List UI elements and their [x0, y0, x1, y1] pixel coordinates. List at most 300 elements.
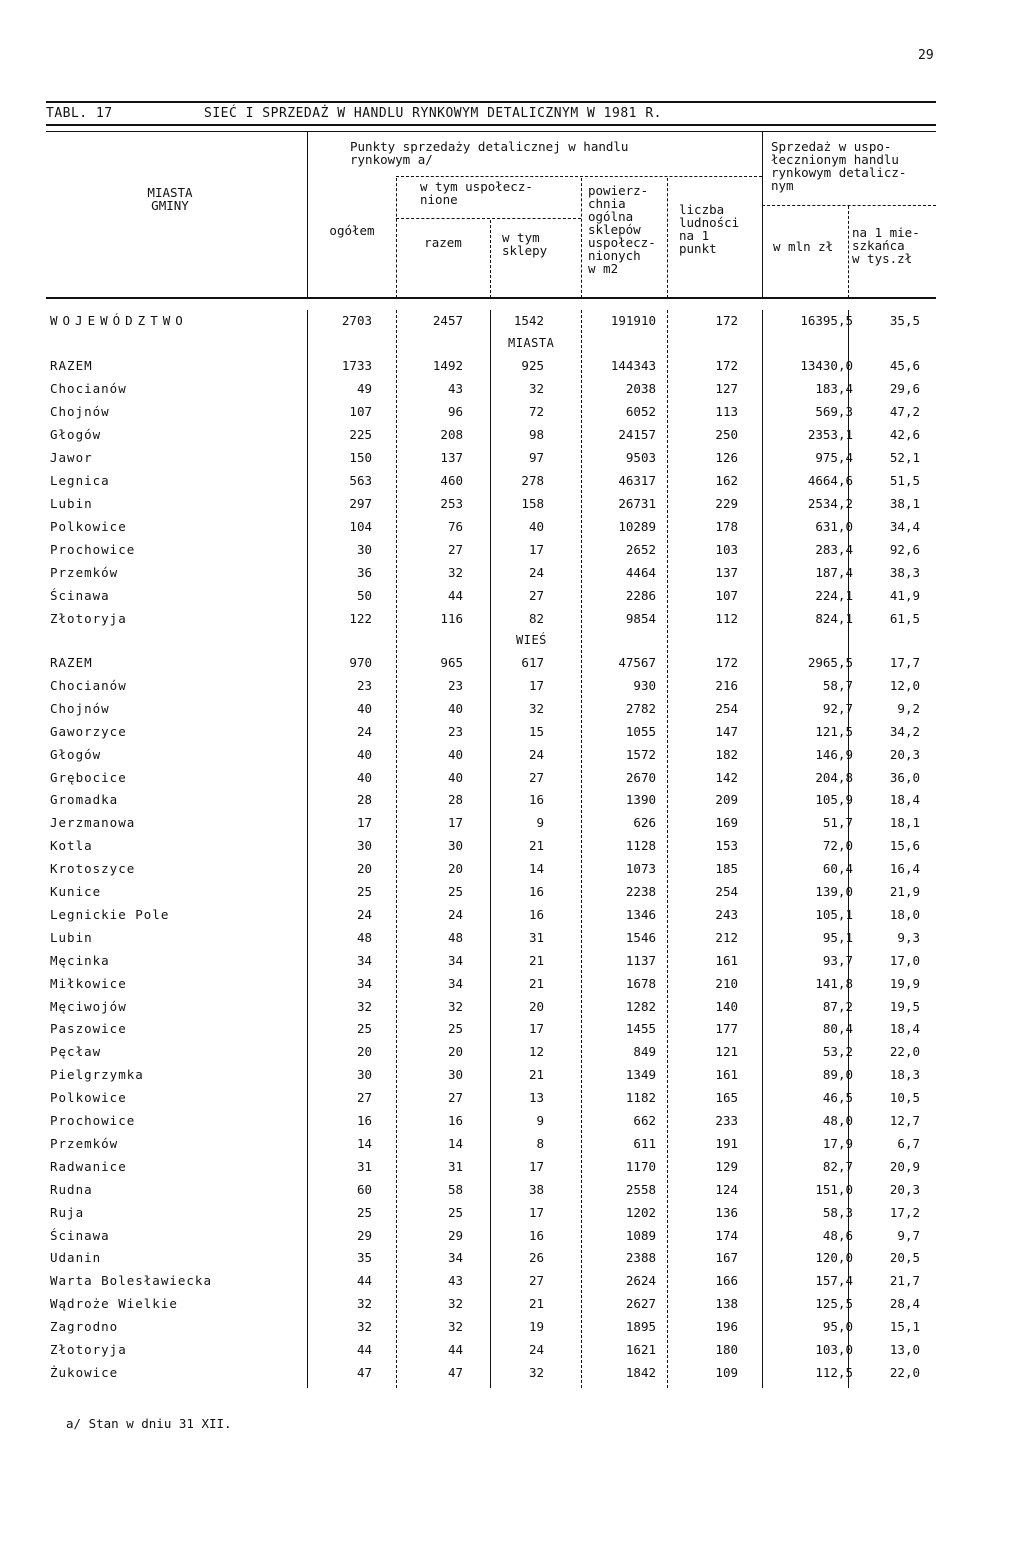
cell-total: 40 — [356, 769, 372, 785]
cell-total: 34 — [356, 975, 372, 991]
title-rule — [46, 124, 936, 126]
cell-population: 142 — [715, 769, 738, 785]
header-divider — [396, 178, 397, 298]
table-title — [46, 106, 662, 121]
row-name: RAZEM — [50, 358, 93, 373]
cell-per-capita: 22,0 — [889, 1044, 920, 1060]
row-name: Chocianów — [50, 677, 127, 693]
cell-population: 182 — [715, 746, 738, 762]
table-row — [0, 861, 1024, 883]
table-row — [0, 1021, 1024, 1043]
row-name: Lubin — [50, 496, 93, 511]
cell-sales: 16395,5 — [800, 313, 853, 328]
cell-sales: 121,5 — [815, 723, 853, 739]
cell-shops: 278 — [521, 473, 544, 488]
cell-area: 1073 — [625, 861, 656, 877]
cell-total: 25 — [356, 1204, 372, 1220]
cell-razem: 34 — [447, 952, 463, 968]
cell-area: 1055 — [625, 723, 656, 739]
cell-razem: 32 — [447, 1296, 463, 1312]
cell-population: 180 — [715, 1342, 738, 1357]
cell-sales: 631,0 — [815, 519, 853, 534]
cell-total: 1733 — [341, 358, 372, 373]
cell-sales: 112,5 — [815, 1364, 853, 1380]
cell-per-capita: 10,5 — [889, 1090, 920, 1106]
cell-shops: 31 — [528, 929, 544, 945]
cell-area: 1346 — [625, 906, 656, 922]
row-name: Chojnów — [50, 404, 110, 419]
cell-shops: 82 — [528, 611, 544, 626]
cell-razem: 47 — [447, 1364, 463, 1380]
header-divider — [396, 218, 581, 219]
cell-shops: 38 — [528, 1181, 544, 1197]
cell-area: 191910 — [610, 313, 656, 328]
cell-total: 49 — [356, 381, 372, 396]
cell-area: 1202 — [625, 1204, 656, 1220]
cell-population: 243 — [715, 906, 738, 922]
row-name: Prochowice — [50, 1113, 136, 1128]
cell-population: 185 — [715, 861, 738, 877]
table-row — [0, 1182, 1024, 1204]
cell-total: 150 — [349, 450, 372, 465]
cell-shops: 24 — [528, 746, 544, 762]
cell-per-capita: 20,3 — [889, 746, 920, 762]
cell-sales: 105,1 — [815, 906, 853, 922]
cell-razem: 43 — [447, 1273, 463, 1289]
cell-population: 124 — [715, 1181, 738, 1197]
cell-area: 10289 — [618, 519, 656, 534]
cell-per-capita: 34,2 — [889, 723, 920, 739]
cell-population: 138 — [715, 1296, 738, 1312]
cell-per-capita: 12,0 — [889, 677, 920, 693]
cell-razem: 32 — [447, 565, 463, 580]
cell-total: 32 — [356, 1296, 372, 1312]
cell-total: 32 — [356, 998, 372, 1014]
row-name: RAZEM — [50, 655, 93, 670]
cell-razem: 460 — [440, 473, 463, 488]
row-name: Legnickie Pole — [50, 906, 170, 922]
cell-sales: 146,9 — [815, 746, 853, 762]
cell-population: 229 — [715, 496, 738, 511]
cell-total: 40 — [356, 746, 372, 762]
cell-total: 34 — [356, 952, 372, 968]
cell-area: 1349 — [625, 1067, 656, 1083]
cell-shops: 19 — [528, 1319, 544, 1335]
cell-per-capita: 20,9 — [889, 1158, 920, 1174]
cell-total: 24 — [356, 906, 372, 922]
cell-total: 48 — [356, 929, 372, 945]
cell-per-capita: 36,0 — [889, 769, 920, 785]
row-name: Polkowice — [50, 1090, 127, 1106]
cell-shops: 21 — [528, 952, 544, 968]
table-row — [0, 1365, 1024, 1387]
table-row — [0, 1159, 1024, 1181]
cell-area: 1621 — [625, 1342, 656, 1357]
cell-population: 107 — [715, 588, 738, 603]
cell-sales: 105,9 — [815, 792, 853, 808]
cell-shops: 21 — [528, 975, 544, 991]
cell-sales: 2534,2 — [807, 496, 853, 511]
cell-total: 23 — [356, 677, 372, 693]
cell-per-capita: 20,3 — [889, 1181, 920, 1197]
cell-shops: 617 — [521, 655, 544, 670]
cell-razem: 48 — [447, 929, 463, 945]
cell-sales: 53,2 — [822, 1044, 853, 1060]
cell-per-capita: 22,0 — [889, 1364, 920, 1380]
header-sales-per-capita: na 1 mie- szkańca w tys.zł — [852, 225, 920, 266]
row-name: Grębocice — [50, 769, 127, 785]
row-name: Jerzmanowa — [50, 815, 136, 831]
cell-total: 16 — [356, 1113, 372, 1128]
cell-razem: 137 — [440, 450, 463, 465]
cell-shops: 98 — [528, 427, 544, 442]
table-row — [0, 1113, 1024, 1135]
cell-shops: 40 — [528, 519, 544, 534]
cell-area: 1128 — [625, 838, 656, 854]
cell-per-capita: 21,7 — [889, 1273, 920, 1289]
cell-population: 136 — [715, 1204, 738, 1220]
cell-razem: 27 — [447, 1090, 463, 1106]
row-name: Kotla — [50, 838, 93, 854]
table-row — [0, 1044, 1024, 1066]
cell-shops: 27 — [528, 588, 544, 603]
row-name: Jawor — [50, 450, 93, 465]
cell-population: 254 — [715, 884, 738, 899]
cell-razem: 29 — [447, 1227, 463, 1243]
cell-area: 6052 — [625, 404, 656, 419]
cell-area: 46317 — [618, 473, 656, 488]
row-name: Prochowice — [50, 542, 136, 557]
cell-per-capita: 29,6 — [889, 381, 920, 396]
cell-population: 172 — [715, 655, 738, 670]
cell-sales: 48,6 — [822, 1227, 853, 1243]
cell-razem: 34 — [447, 1250, 463, 1266]
cell-area: 1678 — [625, 975, 656, 991]
cell-population: 191 — [715, 1135, 738, 1151]
header-divider — [490, 220, 491, 298]
cell-total: 50 — [356, 588, 372, 603]
cell-razem: 253 — [440, 496, 463, 511]
cell-sales: 824,1 — [815, 611, 853, 626]
cell-sales: 103,0 — [815, 1342, 853, 1357]
cell-total: 27 — [356, 1090, 372, 1106]
cell-shops: 16 — [528, 884, 544, 899]
cell-razem: 40 — [447, 769, 463, 785]
table-row — [0, 1228, 1024, 1250]
row-name: Żukowice — [50, 1364, 119, 1380]
cell-razem: 44 — [447, 588, 463, 603]
cell-area: 611 — [633, 1135, 656, 1151]
row-name: Legnica — [50, 473, 110, 488]
top-rule — [46, 101, 936, 103]
cell-total: 35 — [356, 1250, 372, 1266]
cell-sales: 120,0 — [815, 1250, 853, 1266]
cell-shops: 13 — [528, 1090, 544, 1106]
cell-per-capita: 15,1 — [889, 1319, 920, 1335]
cell-total: 25 — [356, 884, 372, 899]
cell-per-capita: 38,1 — [889, 496, 920, 511]
header-top-rule — [46, 131, 936, 132]
header-divider — [581, 178, 582, 298]
row-name: Krotoszyce — [50, 861, 136, 877]
table-row — [0, 358, 1024, 380]
row-name: Głogów — [50, 746, 102, 762]
row-name: Gromadka — [50, 792, 119, 808]
cell-sales: 46,5 — [822, 1090, 853, 1106]
cell-population: 165 — [715, 1090, 738, 1106]
cell-razem: 30 — [447, 838, 463, 854]
cell-razem: 76 — [447, 519, 463, 534]
cell-population: 162 — [715, 473, 738, 488]
page-number: 29 — [918, 48, 934, 63]
cell-sales: 569,3 — [815, 404, 853, 419]
cell-sales: 17,9 — [822, 1135, 853, 1151]
row-name: WOJEWÓDZTWO — [50, 313, 188, 328]
header-total: ogółem — [329, 223, 375, 238]
cell-sales: 204,8 — [815, 769, 853, 785]
cell-razem: 23 — [447, 723, 463, 739]
row-name: Ruja — [50, 1204, 85, 1220]
table-row — [0, 655, 1024, 677]
section-label-cities: MIASTA — [508, 336, 555, 350]
cell-total: 28 — [356, 792, 372, 808]
table-row — [0, 496, 1024, 518]
cell-per-capita: 42,6 — [889, 427, 920, 442]
row-name: Wądroże Wielkie — [50, 1296, 178, 1312]
cell-shops: 14 — [528, 861, 544, 877]
cell-razem: 44 — [447, 1342, 463, 1357]
cell-population: 126 — [715, 450, 738, 465]
row-name: Gaworzyce — [50, 723, 127, 739]
cell-total: 44 — [356, 1342, 372, 1357]
row-name: Ścinawa — [50, 588, 110, 603]
table-row — [0, 1342, 1024, 1364]
cell-population: 147 — [715, 723, 738, 739]
cell-area: 1390 — [625, 792, 656, 808]
cell-population: 233 — [715, 1113, 738, 1128]
cell-area: 1282 — [625, 998, 656, 1014]
cell-razem: 17 — [447, 815, 463, 831]
cell-per-capita: 13,0 — [889, 1342, 920, 1357]
cell-total: 563 — [349, 473, 372, 488]
cell-razem: 30 — [447, 1067, 463, 1083]
cell-population: 210 — [715, 975, 738, 991]
cell-sales: 187,4 — [815, 565, 853, 580]
cell-population: 178 — [715, 519, 738, 534]
cell-area: 1089 — [625, 1227, 656, 1243]
cell-sales: 183,4 — [815, 381, 853, 396]
cell-sales: 58,3 — [822, 1204, 853, 1220]
cell-area: 930 — [633, 677, 656, 693]
cell-sales: 95,0 — [822, 1319, 853, 1335]
cell-per-capita: 9,3 — [897, 929, 920, 945]
cell-total: 25 — [356, 1021, 372, 1037]
cell-sales: 157,4 — [815, 1273, 853, 1289]
cell-per-capita: 51,5 — [889, 473, 920, 488]
cell-total: 297 — [349, 496, 372, 511]
cell-sales: 95,1 — [822, 929, 853, 945]
table-row — [0, 884, 1024, 906]
cell-razem: 27 — [447, 542, 463, 557]
cell-area: 849 — [633, 1044, 656, 1060]
cell-per-capita: 92,6 — [889, 542, 920, 557]
cell-sales: 87,2 — [822, 998, 853, 1014]
cell-per-capita: 19,5 — [889, 998, 920, 1014]
cell-total: 60 — [356, 1181, 372, 1197]
cell-total: 107 — [349, 404, 372, 419]
cell-population: 177 — [715, 1021, 738, 1037]
row-name: Męcinka — [50, 952, 110, 968]
row-name: Rudna — [50, 1181, 93, 1197]
cell-total: 40 — [356, 700, 372, 716]
cell-razem: 20 — [447, 861, 463, 877]
cell-per-capita: 17,2 — [889, 1204, 920, 1220]
cell-area: 2388 — [625, 1250, 656, 1266]
cell-razem: 20 — [447, 1044, 463, 1060]
cell-razem: 40 — [447, 700, 463, 716]
section-label-villages: WIEŚ — [516, 633, 547, 647]
cell-per-capita: 18,0 — [889, 906, 920, 922]
cell-sales: 58,7 — [822, 677, 853, 693]
row-name: Ścinawa — [50, 1227, 110, 1243]
cell-razem: 34 — [447, 975, 463, 991]
cell-area: 1546 — [625, 929, 656, 945]
cell-sales: 224,1 — [815, 588, 853, 603]
cell-population: 212 — [715, 929, 738, 945]
table-row — [0, 404, 1024, 426]
header-stub: MIASTA GMINY — [147, 185, 193, 213]
cell-razem: 25 — [447, 1021, 463, 1037]
cell-shops: 32 — [528, 381, 544, 396]
row-name: Lubin — [50, 929, 93, 945]
row-name: Złotoryja — [50, 1342, 127, 1357]
cell-sales: 975,4 — [815, 450, 853, 465]
cell-per-capita: 38,3 — [889, 565, 920, 580]
cell-sales: 48,0 — [822, 1113, 853, 1128]
cell-total: 17 — [356, 815, 372, 831]
cell-shops: 24 — [528, 1342, 544, 1357]
cell-population: 153 — [715, 838, 738, 854]
cell-per-capita: 17,0 — [889, 952, 920, 968]
cell-razem: 32 — [447, 1319, 463, 1335]
row-name: Warta Bolesławiecka — [50, 1273, 212, 1289]
cell-shops: 16 — [528, 906, 544, 922]
cell-population: 172 — [715, 358, 738, 373]
cell-population: 112 — [715, 611, 738, 626]
cell-area: 1895 — [625, 1319, 656, 1335]
table-row — [0, 1090, 1024, 1112]
cell-population: 109 — [715, 1364, 738, 1380]
cell-total: 14 — [356, 1135, 372, 1151]
cell-shops: 24 — [528, 565, 544, 580]
table-row — [0, 930, 1024, 952]
cell-razem: 96 — [447, 404, 463, 419]
table-caption: SIEĆ I SPRZEDAŻ W HANDLU RYNKOWYM DETALICZNYM W 1981 R. — [204, 106, 662, 121]
table-row — [0, 724, 1024, 746]
cell-shops: 16 — [528, 1227, 544, 1243]
table-row — [0, 519, 1024, 541]
cell-shops: 32 — [528, 700, 544, 716]
cell-population: 129 — [715, 1158, 738, 1174]
cell-area: 4464 — [625, 565, 656, 580]
cell-area: 144343 — [610, 358, 656, 373]
cell-population: 166 — [715, 1273, 738, 1289]
cell-sales: 51,7 — [822, 815, 853, 831]
table-row — [0, 678, 1024, 700]
cell-per-capita: 9,7 — [897, 1227, 920, 1243]
cell-area: 9854 — [625, 611, 656, 626]
row-name: Radwanice — [50, 1158, 127, 1174]
cell-shops: 17 — [528, 677, 544, 693]
cell-total: 104 — [349, 519, 372, 534]
cell-per-capita: 52,1 — [889, 450, 920, 465]
table-row — [0, 542, 1024, 564]
cell-population: 196 — [715, 1319, 738, 1335]
row-name: Głogów — [50, 427, 102, 442]
cell-total: 24 — [356, 723, 372, 739]
cell-total: 30 — [356, 1067, 372, 1083]
cell-area: 1455 — [625, 1021, 656, 1037]
cell-area: 2038 — [625, 381, 656, 396]
cell-total: 30 — [356, 838, 372, 854]
cell-total: 47 — [356, 1364, 372, 1380]
cell-razem: 14 — [447, 1135, 463, 1151]
cell-per-capita: 17,7 — [889, 655, 920, 670]
cell-total: 225 — [349, 427, 372, 442]
table-row — [0, 953, 1024, 975]
cell-razem: 16 — [447, 1113, 463, 1128]
cell-razem: 32 — [447, 998, 463, 1014]
cell-sales: 2353,1 — [807, 427, 853, 442]
cell-razem: 2457 — [432, 313, 463, 328]
table-row-voivodeship — [0, 313, 1024, 335]
cell-sales: 92,7 — [822, 700, 853, 716]
cell-total: 30 — [356, 542, 372, 557]
table-row — [0, 588, 1024, 610]
cell-sales: 89,0 — [822, 1067, 853, 1083]
row-name: Przemków — [50, 565, 119, 580]
cell-razem: 965 — [440, 655, 463, 670]
header-divider — [307, 132, 308, 298]
cell-population: 167 — [715, 1250, 738, 1266]
cell-shops: 8 — [536, 1135, 544, 1151]
header-bottom-rule — [46, 297, 936, 299]
cell-shops: 32 — [528, 1364, 544, 1380]
header-razem: razem — [424, 235, 462, 250]
cell-shops: 158 — [521, 496, 544, 511]
table-row — [0, 838, 1024, 860]
cell-area: 9503 — [625, 450, 656, 465]
cell-area: 2782 — [625, 700, 656, 716]
cell-per-capita: 28,4 — [889, 1296, 920, 1312]
cell-razem: 40 — [447, 746, 463, 762]
cell-population: 216 — [715, 677, 738, 693]
cell-shops: 21 — [528, 1296, 544, 1312]
header-divider — [762, 132, 763, 298]
cell-population: 254 — [715, 700, 738, 716]
cell-shops: 15 — [528, 723, 544, 739]
cell-razem: 23 — [447, 677, 463, 693]
cell-shops: 9 — [536, 815, 544, 831]
cell-total: 20 — [356, 1044, 372, 1060]
cell-sales: 80,4 — [822, 1021, 853, 1037]
cell-population: 127 — [715, 381, 738, 396]
header-area: powierz- chnia ogólna sklepów uspołecz- nionych w m2 — [588, 183, 656, 276]
cell-razem: 28 — [447, 792, 463, 808]
cell-sales: 125,5 — [815, 1296, 853, 1312]
table-row — [0, 473, 1024, 495]
row-name: Pęcław — [50, 1044, 102, 1060]
